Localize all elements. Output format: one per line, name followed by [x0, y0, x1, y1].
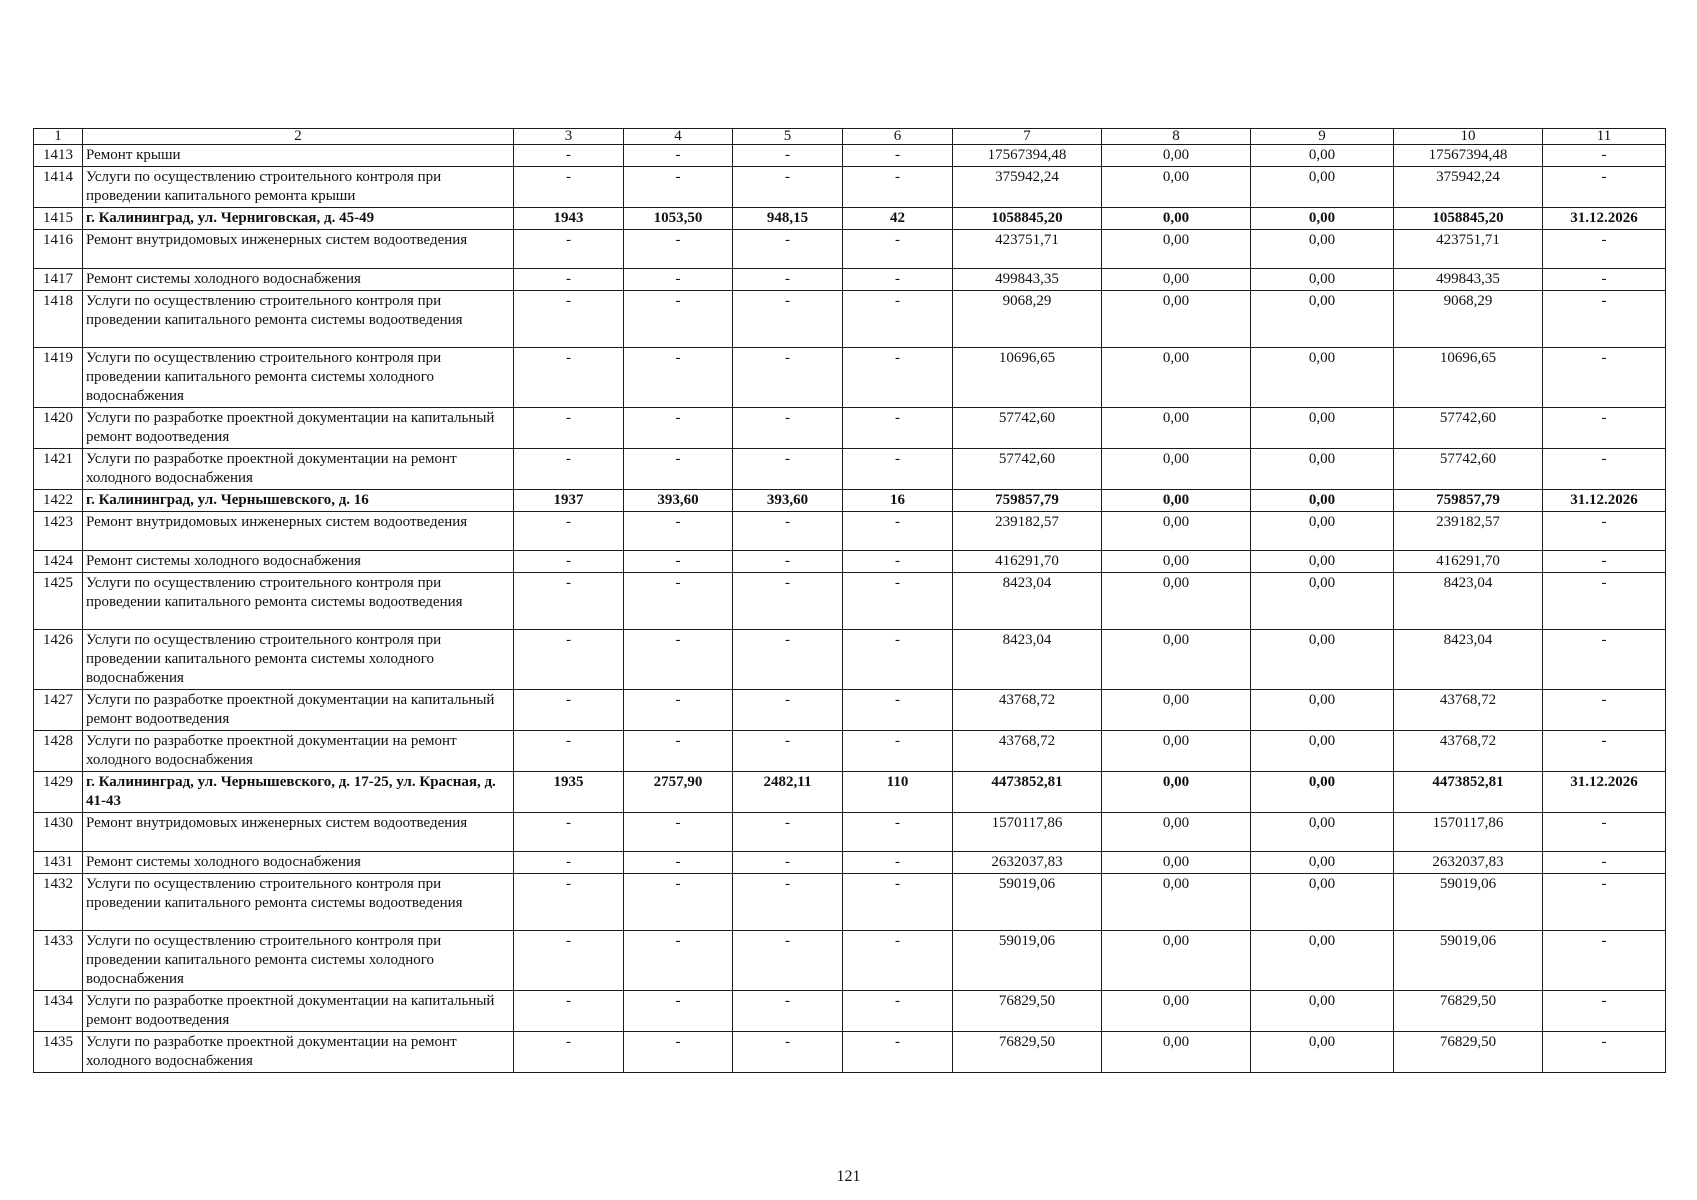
value-cell: 43768,72: [953, 690, 1102, 731]
row-number-cell: 1419: [34, 348, 83, 408]
value-cell: -: [624, 291, 733, 348]
value-cell: 759857,79: [1394, 490, 1543, 512]
value-cell: 0,00: [1102, 512, 1251, 551]
value-cell: -: [843, 630, 953, 690]
value-cell: 59019,06: [1394, 874, 1543, 931]
value-cell: 57742,60: [953, 449, 1102, 490]
value-cell: 2482,11: [733, 772, 843, 813]
work-item-row: [34, 230, 1666, 269]
value-cell: -: [624, 991, 733, 1032]
value-cell: -: [514, 931, 624, 991]
value-cell: -: [843, 449, 953, 490]
value-cell: -: [1543, 291, 1666, 348]
value-cell: -: [843, 874, 953, 931]
value-cell: 0,00: [1102, 1032, 1251, 1073]
value-cell: -: [514, 852, 624, 874]
value-cell: -: [514, 145, 624, 167]
description-cell: Ремонт крыши: [83, 145, 514, 167]
value-cell: -: [514, 230, 624, 269]
row-number-cell: 1423: [34, 512, 83, 551]
row-number-cell: 1416: [34, 230, 83, 269]
value-cell: 1570117,86: [953, 813, 1102, 852]
value-cell: -: [514, 551, 624, 573]
value-cell: -: [1543, 408, 1666, 449]
value-cell: -: [1543, 690, 1666, 731]
value-cell: -: [1543, 551, 1666, 573]
work-item-row: [34, 852, 1666, 874]
value-cell: 0,00: [1102, 348, 1251, 408]
row-number-cell: 1414: [34, 167, 83, 208]
value-cell: -: [624, 145, 733, 167]
work-item-row: [34, 991, 1666, 1032]
value-cell: -: [733, 874, 843, 931]
value-cell: 1053,50: [624, 208, 733, 230]
work-item-row: [34, 512, 1666, 551]
value-cell: -: [624, 512, 733, 551]
value-cell: -: [624, 813, 733, 852]
address-row: [34, 208, 1666, 230]
value-cell: -: [514, 291, 624, 348]
value-cell: -: [733, 449, 843, 490]
value-cell: 9068,29: [1394, 291, 1543, 348]
value-cell: -: [1543, 573, 1666, 630]
value-cell: 0,00: [1102, 991, 1251, 1032]
value-cell: 16: [843, 490, 953, 512]
value-cell: 0,00: [1102, 874, 1251, 931]
value-cell: 1943: [514, 208, 624, 230]
value-cell: 0,00: [1102, 852, 1251, 874]
value-cell: -: [1543, 1032, 1666, 1073]
value-cell: -: [514, 449, 624, 490]
value-cell: -: [624, 1032, 733, 1073]
value-cell: 10696,65: [1394, 348, 1543, 408]
row-number-cell: 1415: [34, 208, 83, 230]
value-cell: -: [514, 512, 624, 551]
value-cell: 375942,24: [1394, 167, 1543, 208]
value-cell: 43768,72: [953, 731, 1102, 772]
row-number-cell: 1434: [34, 991, 83, 1032]
row-number-cell: 1433: [34, 931, 83, 991]
value-cell: 0,00: [1251, 1032, 1394, 1073]
value-cell: 416291,70: [953, 551, 1102, 573]
value-cell: -: [733, 813, 843, 852]
value-cell: 0,00: [1102, 145, 1251, 167]
work-item-row: [34, 291, 1666, 348]
value-cell: 0,00: [1251, 931, 1394, 991]
row-number-cell: 1428: [34, 731, 83, 772]
description-cell: Ремонт внутридомовых инженерных систем водоотведения: [83, 512, 514, 551]
value-cell: -: [624, 449, 733, 490]
value-cell: -: [624, 348, 733, 408]
description-cell: Услуги по разработке проектной документации на ремонт холодного водоснабжения: [83, 1032, 514, 1073]
value-cell: 0,00: [1251, 772, 1394, 813]
row-number-cell: 1424: [34, 551, 83, 573]
work-item-row: [34, 813, 1666, 852]
value-cell: 76829,50: [953, 1032, 1102, 1073]
value-cell: -: [843, 408, 953, 449]
row-number-cell: 1426: [34, 630, 83, 690]
description-cell: Ремонт системы холодного водоснабжения: [83, 852, 514, 874]
description-cell: Услуги по разработке проектной документации на капитальный ремонт водоотведения: [83, 690, 514, 731]
value-cell: 8423,04: [1394, 573, 1543, 630]
value-cell: -: [733, 852, 843, 874]
value-cell: -: [843, 731, 953, 772]
value-cell: 8423,04: [953, 573, 1102, 630]
value-cell: 57742,60: [1394, 449, 1543, 490]
row-number-cell: 1421: [34, 449, 83, 490]
row-number-cell: 1432: [34, 874, 83, 931]
value-cell: -: [1543, 269, 1666, 291]
work-item-row: [34, 167, 1666, 208]
value-cell: -: [514, 408, 624, 449]
page-number: 121: [836, 1168, 861, 1185]
value-cell: 8423,04: [953, 630, 1102, 690]
value-cell: -: [733, 573, 843, 630]
column-number: 1: [34, 129, 83, 145]
value-cell: 1058845,20: [1394, 208, 1543, 230]
work-item-row: [34, 348, 1666, 408]
value-cell: 0,00: [1102, 230, 1251, 269]
value-cell: -: [1543, 512, 1666, 551]
value-cell: -: [1543, 449, 1666, 490]
work-item-row: [34, 630, 1666, 690]
value-cell: 2757,90: [624, 772, 733, 813]
value-cell: 43768,72: [1394, 690, 1543, 731]
value-cell: 0,00: [1102, 269, 1251, 291]
value-cell: -: [1543, 991, 1666, 1032]
value-cell: 1570117,86: [1394, 813, 1543, 852]
value-cell: 2632037,83: [1394, 852, 1543, 874]
description-cell: Ремонт внутридомовых инженерных систем водоотведения: [83, 813, 514, 852]
description-cell: Услуги по разработке проектной документации на капитальный ремонт водоотведения: [83, 991, 514, 1032]
value-cell: 0,00: [1102, 551, 1251, 573]
work-item-row: [34, 690, 1666, 731]
description-cell: Услуги по осуществлению строительного контроля при проведении капитального ремонта системы водоотведения: [83, 291, 514, 348]
value-cell: 423751,71: [1394, 230, 1543, 269]
value-cell: -: [733, 291, 843, 348]
value-cell: -: [514, 991, 624, 1032]
value-cell: -: [733, 512, 843, 551]
column-number: 11: [1543, 129, 1666, 145]
value-cell: 57742,60: [953, 408, 1102, 449]
value-cell: -: [624, 874, 733, 931]
value-cell: -: [1543, 348, 1666, 408]
value-cell: -: [843, 991, 953, 1032]
value-cell: 0,00: [1251, 208, 1394, 230]
value-cell: 393,60: [733, 490, 843, 512]
value-cell: -: [843, 230, 953, 269]
value-cell: 0,00: [1251, 630, 1394, 690]
work-item-row: [34, 408, 1666, 449]
value-cell: -: [843, 573, 953, 630]
column-number: 3: [514, 129, 624, 145]
value-cell: 31.12.2026: [1543, 772, 1666, 813]
value-cell: -: [1543, 167, 1666, 208]
value-cell: -: [733, 690, 843, 731]
value-cell: -: [1543, 874, 1666, 931]
description-cell: Услуги по осуществлению строительного контроля при проведении капитального ремонта системы холодного водоснабжения: [83, 348, 514, 408]
value-cell: 499843,35: [1394, 269, 1543, 291]
value-cell: -: [624, 731, 733, 772]
value-cell: -: [1543, 852, 1666, 874]
value-cell: -: [733, 731, 843, 772]
value-cell: -: [624, 630, 733, 690]
value-cell: -: [514, 1032, 624, 1073]
value-cell: -: [843, 512, 953, 551]
value-cell: 0,00: [1102, 731, 1251, 772]
column-number: 6: [843, 129, 953, 145]
value-cell: -: [514, 167, 624, 208]
work-item-row: [34, 874, 1666, 931]
value-cell: 0,00: [1102, 208, 1251, 230]
value-cell: 8423,04: [1394, 630, 1543, 690]
value-cell: 4473852,81: [953, 772, 1102, 813]
value-cell: -: [843, 551, 953, 573]
value-cell: -: [843, 145, 953, 167]
value-cell: 17567394,48: [1394, 145, 1543, 167]
column-number-row: [34, 129, 1666, 145]
value-cell: -: [733, 269, 843, 291]
row-number-cell: 1417: [34, 269, 83, 291]
value-cell: -: [514, 813, 624, 852]
value-cell: -: [733, 408, 843, 449]
description-cell: Услуги по разработке проектной документации на капитальный ремонт водоотведения: [83, 408, 514, 449]
value-cell: 57742,60: [1394, 408, 1543, 449]
value-cell: 1935: [514, 772, 624, 813]
description-cell: Услуги по разработке проектной документации на ремонт холодного водоснабжения: [83, 731, 514, 772]
value-cell: 0,00: [1102, 630, 1251, 690]
value-cell: 239182,57: [953, 512, 1102, 551]
description-cell: Ремонт системы холодного водоснабжения: [83, 269, 514, 291]
value-cell: 0,00: [1102, 408, 1251, 449]
value-cell: 0,00: [1251, 573, 1394, 630]
value-cell: 0,00: [1251, 269, 1394, 291]
value-cell: -: [733, 230, 843, 269]
row-number-cell: 1413: [34, 145, 83, 167]
value-cell: -: [624, 551, 733, 573]
value-cell: 76829,50: [1394, 1032, 1543, 1073]
value-cell: -: [1543, 931, 1666, 991]
value-cell: 0,00: [1102, 490, 1251, 512]
value-cell: -: [624, 931, 733, 991]
value-cell: 0,00: [1251, 145, 1394, 167]
value-cell: -: [514, 348, 624, 408]
value-cell: 0,00: [1251, 874, 1394, 931]
value-cell: 4473852,81: [1394, 772, 1543, 813]
description-cell: г. Калининград, ул. Чернышевского, д. 16: [83, 490, 514, 512]
value-cell: -: [733, 931, 843, 991]
value-cell: 416291,70: [1394, 551, 1543, 573]
value-cell: 0,00: [1251, 852, 1394, 874]
value-cell: 0,00: [1251, 690, 1394, 731]
value-cell: 17567394,48: [953, 145, 1102, 167]
value-cell: 43768,72: [1394, 731, 1543, 772]
value-cell: -: [843, 813, 953, 852]
value-cell: -: [1543, 145, 1666, 167]
value-cell: 0,00: [1102, 167, 1251, 208]
value-cell: -: [733, 630, 843, 690]
value-cell: 0,00: [1251, 449, 1394, 490]
column-number: 4: [624, 129, 733, 145]
column-number: 10: [1394, 129, 1543, 145]
description-cell: Услуги по разработке проектной документации на ремонт холодного водоснабжения: [83, 449, 514, 490]
row-number-cell: 1429: [34, 772, 83, 813]
value-cell: 0,00: [1251, 991, 1394, 1032]
value-cell: 110: [843, 772, 953, 813]
value-cell: 0,00: [1102, 573, 1251, 630]
value-cell: -: [514, 874, 624, 931]
address-row: [34, 490, 1666, 512]
value-cell: 393,60: [624, 490, 733, 512]
row-number-cell: 1430: [34, 813, 83, 852]
description-cell: г. Калининград, ул. Чернышевского, д. 17-25, ул. Красная, д. 41-43: [83, 772, 514, 813]
data-table: [33, 128, 1666, 1073]
column-number: 8: [1102, 129, 1251, 145]
value-cell: 759857,79: [953, 490, 1102, 512]
value-cell: 0,00: [1251, 291, 1394, 348]
value-cell: -: [843, 269, 953, 291]
value-cell: -: [733, 167, 843, 208]
value-cell: -: [1543, 731, 1666, 772]
value-cell: 0,00: [1251, 551, 1394, 573]
row-number-cell: 1427: [34, 690, 83, 731]
row-number-cell: 1420: [34, 408, 83, 449]
value-cell: 239182,57: [1394, 512, 1543, 551]
value-cell: -: [514, 731, 624, 772]
value-cell: 0,00: [1102, 449, 1251, 490]
value-cell: 0,00: [1102, 291, 1251, 348]
row-number-cell: 1431: [34, 852, 83, 874]
value-cell: -: [843, 931, 953, 991]
work-item-row: [34, 145, 1666, 167]
description-cell: г. Калининград, ул. Черниговская, д. 45-49: [83, 208, 514, 230]
value-cell: -: [624, 269, 733, 291]
value-cell: 0,00: [1251, 167, 1394, 208]
value-cell: 0,00: [1251, 230, 1394, 269]
value-cell: 948,15: [733, 208, 843, 230]
work-item-row: [34, 269, 1666, 291]
value-cell: 59019,06: [953, 874, 1102, 931]
value-cell: 0,00: [1102, 772, 1251, 813]
value-cell: 1937: [514, 490, 624, 512]
description-cell: Ремонт системы холодного водоснабжения: [83, 551, 514, 573]
value-cell: 0,00: [1251, 490, 1394, 512]
value-cell: 0,00: [1251, 813, 1394, 852]
value-cell: 0,00: [1102, 931, 1251, 991]
value-cell: -: [733, 1032, 843, 1073]
description-cell: Ремонт внутридомовых инженерных систем водоотведения: [83, 230, 514, 269]
work-item-row: [34, 1032, 1666, 1073]
value-cell: -: [624, 408, 733, 449]
description-cell: Услуги по осуществлению строительного контроля при проведении капитального ремонта крыши: [83, 167, 514, 208]
column-number: 7: [953, 129, 1102, 145]
value-cell: 0,00: [1102, 690, 1251, 731]
value-cell: -: [843, 167, 953, 208]
value-cell: -: [733, 348, 843, 408]
description-cell: Услуги по осуществлению строительного контроля при проведении капитального ремонта системы холодного водоснабжения: [83, 931, 514, 991]
work-item-row: [34, 551, 1666, 573]
value-cell: 0,00: [1251, 512, 1394, 551]
work-item-row: [34, 931, 1666, 991]
value-cell: -: [843, 690, 953, 731]
value-cell: -: [843, 852, 953, 874]
value-cell: -: [843, 291, 953, 348]
value-cell: -: [1543, 630, 1666, 690]
value-cell: -: [624, 690, 733, 731]
value-cell: -: [1543, 230, 1666, 269]
work-item-row: [34, 731, 1666, 772]
row-number-cell: 1418: [34, 291, 83, 348]
row-number-cell: 1425: [34, 573, 83, 630]
description-cell: Услуги по осуществлению строительного контроля при проведении капитального ремонта системы водоотведения: [83, 874, 514, 931]
value-cell: 499843,35: [953, 269, 1102, 291]
value-cell: 42: [843, 208, 953, 230]
column-number: 2: [83, 129, 514, 145]
work-item-row: [34, 449, 1666, 490]
value-cell: 0,00: [1102, 813, 1251, 852]
column-number: 9: [1251, 129, 1394, 145]
value-cell: -: [514, 690, 624, 731]
column-number: 5: [733, 129, 843, 145]
value-cell: 0,00: [1251, 348, 1394, 408]
value-cell: 10696,65: [953, 348, 1102, 408]
value-cell: 76829,50: [1394, 991, 1543, 1032]
row-number-cell: 1435: [34, 1032, 83, 1073]
value-cell: 1058845,20: [953, 208, 1102, 230]
value-cell: 76829,50: [953, 991, 1102, 1032]
value-cell: 59019,06: [1394, 931, 1543, 991]
value-cell: -: [843, 1032, 953, 1073]
value-cell: 423751,71: [953, 230, 1102, 269]
work-item-row: [34, 573, 1666, 630]
value-cell: -: [624, 573, 733, 630]
value-cell: -: [624, 167, 733, 208]
value-cell: 9068,29: [953, 291, 1102, 348]
table-body: [34, 129, 1666, 1073]
value-cell: 0,00: [1251, 408, 1394, 449]
value-cell: -: [514, 269, 624, 291]
value-cell: 59019,06: [953, 931, 1102, 991]
value-cell: -: [624, 230, 733, 269]
description-cell: Услуги по осуществлению строительного контроля при проведении капитального ремонта системы водоотведения: [83, 573, 514, 630]
value-cell: -: [843, 348, 953, 408]
value-cell: 31.12.2026: [1543, 490, 1666, 512]
value-cell: -: [733, 145, 843, 167]
value-cell: -: [514, 630, 624, 690]
value-cell: -: [624, 852, 733, 874]
description-cell: Услуги по осуществлению строительного контроля при проведении капитального ремонта системы холодного водоснабжения: [83, 630, 514, 690]
value-cell: 2632037,83: [953, 852, 1102, 874]
value-cell: 31.12.2026: [1543, 208, 1666, 230]
value-cell: -: [733, 551, 843, 573]
value-cell: -: [1543, 813, 1666, 852]
value-cell: 375942,24: [953, 167, 1102, 208]
value-cell: 0,00: [1251, 731, 1394, 772]
address-row: [34, 772, 1666, 813]
value-cell: -: [733, 991, 843, 1032]
row-number-cell: 1422: [34, 490, 83, 512]
value-cell: -: [514, 573, 624, 630]
